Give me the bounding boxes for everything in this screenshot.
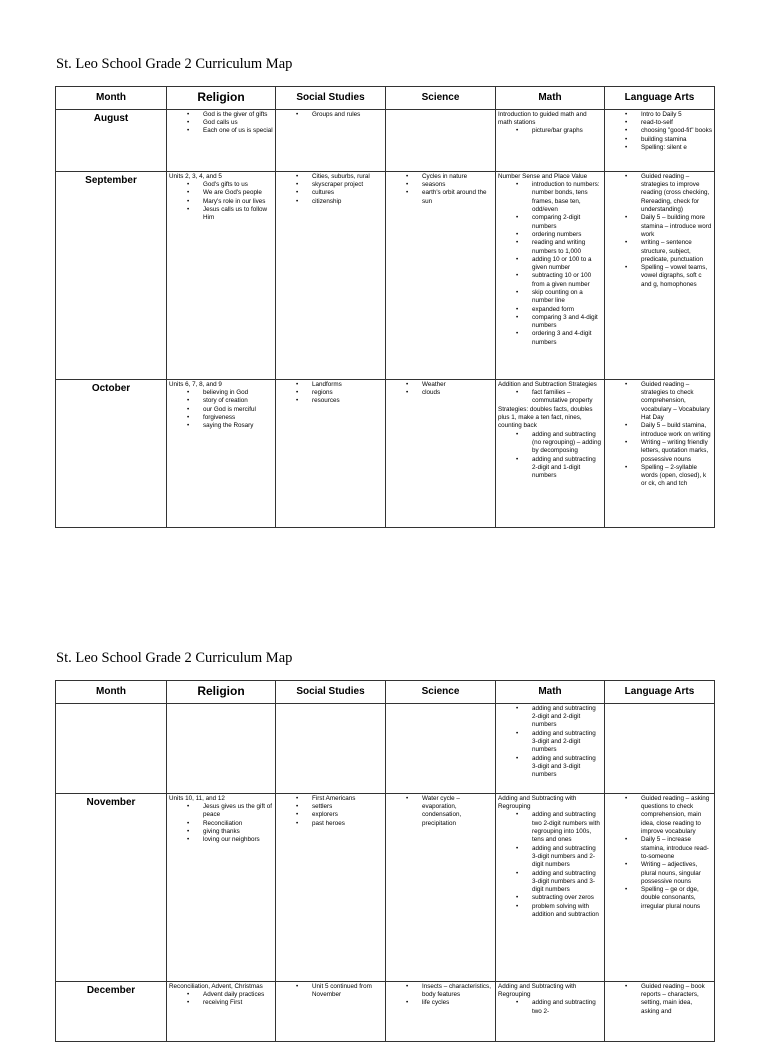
- cell-intro: Introduction to guided math and math stations: [498, 110, 587, 127]
- list-item: • Cities, suburbs, rural: [312, 173, 383, 181]
- list-item: • Groups and rules: [312, 111, 383, 119]
- list-item: • adding and subtracting 3-digit and 2-digit numbers: [532, 730, 602, 755]
- bullet-list: [169, 111, 273, 136]
- table-row: [56, 109, 715, 171]
- list-item: • Spelling – 2-syllable words (open, closed), k or ck, ch and tch: [641, 464, 712, 489]
- list-item: • Guided reading – strategies to check comprehension, vocabulary – Vocabulary Hat Day: [641, 381, 712, 422]
- list-item: • comparing 3 and 4-digit numbers: [532, 314, 602, 331]
- list-item: • clouds: [422, 389, 493, 397]
- cell-intro: Units 6, 7, 8, and 9: [169, 380, 222, 388]
- math-cell: [496, 171, 605, 379]
- language-arts-cell: [605, 981, 715, 1041]
- science-cell: [386, 793, 496, 981]
- list-item: • cultures: [312, 189, 383, 197]
- social-studies-cell: [276, 981, 386, 1041]
- curriculum-table: [55, 680, 715, 1042]
- bullet-list: [607, 381, 712, 489]
- list-item: • adding and subtracting 3-digit numbers and 2-digit numbers: [532, 845, 602, 870]
- list-item: • ordering 3 and 4-digit numbers: [532, 330, 602, 347]
- bullet-list: [169, 181, 273, 222]
- table-row: [56, 793, 715, 981]
- list-item: • explorers: [312, 811, 383, 819]
- list-item: • citizenship: [312, 198, 383, 206]
- document-title: St. Leo School Grade 2 Curriculum Map: [56, 650, 293, 666]
- science-cell: [386, 109, 496, 171]
- curriculum-table: [55, 86, 715, 528]
- list-item: • Spelling – vowel teams, vowel digraphs, soft c and g, homophones: [641, 264, 712, 289]
- list-item: • subtracting 10 or 100 from a given number: [532, 272, 602, 289]
- header-language-arts: Language Arts: [605, 681, 715, 704]
- language-arts-cell: [605, 171, 715, 379]
- bullet-list: [169, 991, 273, 1008]
- list-item: • God calls us: [203, 119, 273, 127]
- list-item: • Water cycle – evaporation, condensation, precipitation: [422, 795, 493, 828]
- header-science: Science: [386, 681, 496, 704]
- religion-cell: [167, 981, 276, 1041]
- list-item: • skip counting on a number line: [532, 289, 602, 306]
- month-cell: August: [56, 109, 167, 171]
- list-item: • Insects – characteristics, body features: [422, 983, 493, 1000]
- bullet-list: [169, 389, 273, 430]
- bullet-list: [388, 173, 493, 206]
- bullet-list: [607, 795, 712, 911]
- list-item: • saying the Rosary: [203, 422, 273, 430]
- list-item: • adding and subtracting 3-digit and 3-digit numbers: [532, 755, 602, 780]
- list-item: • settlers: [312, 803, 383, 811]
- bullet-list: [498, 431, 602, 481]
- list-item: • resources: [312, 397, 383, 405]
- social-studies-cell: [276, 793, 386, 981]
- list-item: • Writing – writing friendly letters, quotation marks, possessive nouns: [641, 439, 712, 464]
- religion-cell: [167, 793, 276, 981]
- list-item: • Jesus gives us the gift of peace: [203, 803, 273, 820]
- list-item: • Each one of us is special: [203, 127, 273, 135]
- list-item: • Writing – adjectives, plural nouns, singular possessive nouns: [641, 861, 712, 886]
- math-cell: [496, 981, 605, 1041]
- language-arts-cell: [605, 379, 715, 527]
- header-math: Math: [496, 87, 605, 110]
- list-item: • story of creation: [203, 397, 273, 405]
- math-cell: [496, 109, 605, 171]
- math-cell: [496, 703, 605, 793]
- cell-intro: Number Sense and Place Value: [498, 172, 588, 180]
- list-item: • adding and subtracting 3-digit numbers and 3-digit numbers: [532, 870, 602, 895]
- social-studies-cell: [276, 703, 386, 793]
- list-item: • Guided reading – asking questions to check comprehension, main idea, close reading to improve vocabulary: [641, 795, 712, 836]
- list-item: • introduction to numbers: number bonds, tens frames, base ten, odd/even: [532, 181, 602, 214]
- list-item: • adding and subtracting (no regrouping) – adding by decomposing: [532, 431, 602, 456]
- list-item: • Spelling – ge or dge, double consonants, irregular plural nouns: [641, 886, 712, 911]
- list-item: • comparing 2-digit numbers: [532, 214, 602, 231]
- bullet-list: [498, 705, 602, 780]
- bullet-list: [498, 127, 602, 135]
- month-cell: November: [56, 793, 167, 981]
- header-science: Science: [386, 87, 496, 110]
- month-cell: October: [56, 379, 167, 527]
- table-row: [56, 171, 715, 379]
- cell-intro: Units 10, 11, and 12: [169, 794, 225, 802]
- bullet-list: [278, 173, 383, 206]
- math-cell: [496, 379, 605, 527]
- bullet-list: [498, 181, 602, 347]
- bullet-list: [607, 983, 712, 1016]
- list-item: • adding and subtracting 2-digit and 1-digit numbers: [532, 456, 602, 481]
- list-item: • Unit 5 continued from November: [312, 983, 383, 1000]
- list-item: • forgiveness: [203, 414, 273, 422]
- science-cell: [386, 703, 496, 793]
- month-cell: September: [56, 171, 167, 379]
- list-item: • We are God's people: [203, 189, 273, 197]
- list-item: • receiving First: [203, 999, 273, 1007]
- list-item: • God is the giver of gifts: [203, 111, 273, 119]
- language-arts-cell: [605, 109, 715, 171]
- list-item: • adding and subtracting 2-digit and 2-digit numbers: [532, 705, 602, 730]
- header-row: [56, 87, 715, 110]
- bullet-list: [607, 111, 712, 152]
- header-month: Month: [56, 681, 167, 704]
- math-cell: [496, 793, 605, 981]
- table-row: [56, 703, 715, 793]
- header-social-studies: Social Studies: [276, 681, 386, 704]
- table-body: [56, 109, 715, 527]
- list-item: • Reconciliation: [203, 820, 273, 828]
- list-item: • believing in God: [203, 389, 273, 397]
- list-item: • Daily 5 – building more stamina – introduce word work: [641, 214, 712, 239]
- header-month: Month: [56, 87, 167, 110]
- list-item: • giving thanks: [203, 828, 273, 836]
- religion-cell: [167, 171, 276, 379]
- header-religion: Religion: [167, 681, 276, 704]
- science-cell: [386, 981, 496, 1041]
- bullet-list: [278, 111, 383, 119]
- list-item: • Intro to Daily 5: [641, 111, 712, 119]
- bullet-list: [498, 389, 602, 406]
- list-item: • Guided reading – book reports – characters, setting, main idea, asking and: [641, 983, 712, 1016]
- list-item: • adding and subtracting two 2-: [532, 999, 602, 1016]
- header-language-arts: Language Arts: [605, 87, 715, 110]
- list-item: • seasons: [422, 181, 493, 189]
- list-item: • expanded form: [532, 306, 602, 314]
- list-item: • Advent daily practices: [203, 991, 273, 999]
- bullet-list: [388, 795, 493, 828]
- list-item: • our God is merciful: [203, 406, 273, 414]
- social-studies-cell: [276, 109, 386, 171]
- social-studies-cell: [276, 171, 386, 379]
- list-item: • Daily 5 – build stamina, introduce work on writing: [641, 422, 712, 439]
- month-cell: December: [56, 981, 167, 1041]
- bullet-list: [169, 803, 273, 844]
- list-item: • choosing "good-fit" books: [641, 127, 712, 135]
- list-item: • problem solving with addition and subtraction: [532, 903, 602, 920]
- bullet-list: [388, 381, 493, 398]
- list-item: • Spelling: silent e: [641, 144, 712, 152]
- table-row: [56, 379, 715, 527]
- document-title: St. Leo School Grade 2 Curriculum Map: [56, 56, 293, 72]
- list-item: • God's gifts to us: [203, 181, 273, 189]
- list-item: • Weather: [422, 381, 493, 389]
- religion-cell: [167, 703, 276, 793]
- bullet-list: [607, 173, 712, 289]
- religion-cell: [167, 379, 276, 527]
- list-item: • fact families – commutative property: [532, 389, 602, 406]
- list-item: • Jesus calls us to follow Him: [203, 206, 273, 223]
- header-social-studies: Social Studies: [276, 87, 386, 110]
- list-item: • adding and subtracting two 2-digit numbers with regrouping into 100s, tens and ones: [532, 811, 602, 844]
- table-row: [56, 981, 715, 1041]
- cell-intro: Reconciliation, Advent, Christmas: [169, 982, 263, 990]
- list-item: • Daily 5 – increase stamina, introduce read-to-someone: [641, 836, 712, 861]
- cell-intro: Addition and Subtraction Strategies: [498, 380, 597, 388]
- header-math: Math: [496, 681, 605, 704]
- bullet-list: [388, 983, 493, 1008]
- bullet-list: [278, 983, 383, 1000]
- list-item: • adding 10 or 100 to a given number: [532, 256, 602, 273]
- list-item: • past heroes: [312, 820, 383, 828]
- list-item: • loving our neighbors: [203, 836, 273, 844]
- list-item: • Landforms: [312, 381, 383, 389]
- list-item: • reading and writing numbers to 1,000: [532, 239, 602, 256]
- list-item: • regions: [312, 389, 383, 397]
- cell-intro: Adding and Subtracting with Regrouping: [498, 794, 577, 811]
- cell-intro: Units 2, 3, 4, and 5: [169, 172, 222, 180]
- list-item: • skyscraper project: [312, 181, 383, 189]
- language-arts-cell: [605, 703, 715, 793]
- cell-intro: Strategies: doubles facts, doubles plus 1, make a ten fact, nines, counting back: [498, 405, 593, 430]
- list-item: • ordering numbers: [532, 231, 602, 239]
- list-item: • First Americans: [312, 795, 383, 803]
- bullet-list: [498, 811, 602, 919]
- bullet-list: [278, 381, 383, 406]
- science-cell: [386, 171, 496, 379]
- list-item: • Mary's role in our lives: [203, 198, 273, 206]
- religion-cell: [167, 109, 276, 171]
- header-religion: Religion: [167, 87, 276, 110]
- science-cell: [386, 379, 496, 527]
- bullet-list: [278, 795, 383, 828]
- list-item: • subtracting over zeros: [532, 894, 602, 902]
- list-item: • writing – sentence structure, subject, predicate, punctuation: [641, 239, 712, 264]
- language-arts-cell: [605, 793, 715, 981]
- list-item: • building stamina: [641, 136, 712, 144]
- list-item: • earth's orbit around the sun: [422, 189, 493, 206]
- list-item: • Cycles in nature: [422, 173, 493, 181]
- bullet-list: [498, 999, 602, 1016]
- social-studies-cell: [276, 379, 386, 527]
- month-cell: [56, 703, 167, 793]
- list-item: • read-to-self: [641, 119, 712, 127]
- table-body: [56, 703, 715, 1041]
- cell-intro: Adding and Subtracting with Regrouping: [498, 982, 577, 999]
- header-row: [56, 681, 715, 704]
- list-item: • picture/bar graphs: [532, 127, 602, 135]
- list-item: • Guided reading – strategies to improve reading (cross checking, Rereading, check for understanding): [641, 173, 712, 214]
- list-item: • life cycles: [422, 999, 493, 1007]
